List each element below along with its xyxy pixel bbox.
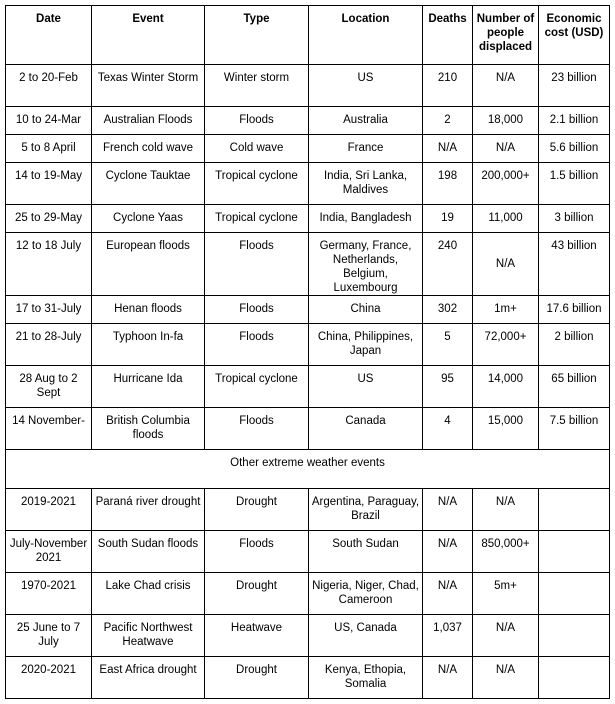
table-row <box>6 296 610 324</box>
cell-economic-cost: 43 billion <box>539 233 610 296</box>
table-row <box>6 163 610 205</box>
cell-location: Canada <box>309 408 423 450</box>
cell-location: India, Sri Lanka, Maldives <box>309 163 423 205</box>
cell-date: 25 June to 7 July <box>6 615 92 657</box>
cell-deaths: N/A <box>423 573 473 615</box>
header-location: Location <box>309 6 423 65</box>
table-row <box>6 657 610 699</box>
cell-date: 12 to 18 July <box>6 233 92 296</box>
cell-economic-cost: 65 billion <box>539 366 610 408</box>
cell-date: 25 to 29-May <box>6 205 92 233</box>
cell-location: India, Bangladesh <box>309 205 423 233</box>
table-row <box>6 573 610 615</box>
cell-type: Floods <box>205 324 309 366</box>
cell-date: 1970-2021 <box>6 573 92 615</box>
cell-deaths: N/A <box>423 135 473 163</box>
cell-displaced: 200,000+ <box>473 163 539 205</box>
table-row <box>6 408 610 450</box>
cell-economic-cost: 23 billion <box>539 65 610 107</box>
cell-economic-cost: 3 billion <box>539 205 610 233</box>
section-row <box>6 450 610 489</box>
cell-event: Pacific Northwest Heatwave <box>92 615 205 657</box>
cell-economic-cost: 2.1 billion <box>539 107 610 135</box>
cell-type: Drought <box>205 573 309 615</box>
table-row <box>6 205 610 233</box>
cell-location: South Sudan <box>309 531 423 573</box>
table-row <box>6 324 610 366</box>
cell-type: Floods <box>205 233 309 296</box>
cell-date: July-November 2021 <box>6 531 92 573</box>
header-date: Date <box>6 6 92 65</box>
cell-type: Cold wave <box>205 135 309 163</box>
cell-deaths: 19 <box>423 205 473 233</box>
cell-economic-cost: 2 billion <box>539 324 610 366</box>
table-row <box>6 233 610 296</box>
cell-deaths: 95 <box>423 366 473 408</box>
cell-location: China <box>309 296 423 324</box>
cell-deaths: 1,037 <box>423 615 473 657</box>
cell-deaths: 5 <box>423 324 473 366</box>
cell-event: British Columbia floods <box>92 408 205 450</box>
cell-displaced: 72,000+ <box>473 324 539 366</box>
cell-deaths: N/A <box>423 657 473 699</box>
cell-event: Hurricane Ida <box>92 366 205 408</box>
cell-date: 2 to 20-Feb <box>6 65 92 107</box>
cell-type: Drought <box>205 489 309 531</box>
cell-date: 2019-2021 <box>6 489 92 531</box>
cell-deaths: 302 <box>423 296 473 324</box>
cell-displaced: 1m+ <box>473 296 539 324</box>
cell-location: Australia <box>309 107 423 135</box>
cell-displaced: N/A <box>473 489 539 531</box>
cell-deaths: 2 <box>423 107 473 135</box>
cell-economic-cost: 7.5 billion <box>539 408 610 450</box>
cell-date: 5 to 8 April <box>6 135 92 163</box>
cell-displaced: N/A <box>473 615 539 657</box>
cell-location: China, Philippines, Japan <box>309 324 423 366</box>
cell-location: Argentina, Paraguay, Brazil <box>309 489 423 531</box>
cell-type: Floods <box>205 408 309 450</box>
cell-event: Henan floods <box>92 296 205 324</box>
cell-displaced: N/A <box>473 135 539 163</box>
header-displaced: Number of people displaced <box>473 6 539 65</box>
cell-economic-cost: 5.6 billion <box>539 135 610 163</box>
cell-location: US <box>309 65 423 107</box>
cell-date: 14 November- <box>6 408 92 450</box>
cell-date: 10 to 24-Mar <box>6 107 92 135</box>
table-row <box>6 489 610 531</box>
cell-location: Germany, France, Netherlands, Belgium, Luxembourg <box>309 233 423 296</box>
extreme-weather-table <box>5 5 610 699</box>
cell-economic-cost <box>539 657 610 699</box>
cell-displaced: 11,000 <box>473 205 539 233</box>
cell-event: Cyclone Tauktae <box>92 163 205 205</box>
table-row <box>6 107 610 135</box>
cell-type: Tropical cyclone <box>205 205 309 233</box>
header-type: Type <box>205 6 309 65</box>
header-row <box>6 6 610 65</box>
table-row <box>6 615 610 657</box>
cell-event: South Sudan floods <box>92 531 205 573</box>
cell-location: US <box>309 366 423 408</box>
table-row <box>6 366 610 408</box>
cell-location: Nigeria, Niger, Chad, Cameroon <box>309 573 423 615</box>
cell-deaths: 198 <box>423 163 473 205</box>
cell-event: French cold wave <box>92 135 205 163</box>
cell-type: Tropical cyclone <box>205 366 309 408</box>
cell-deaths: 240 <box>423 233 473 296</box>
cell-location: France <box>309 135 423 163</box>
cell-deaths: 210 <box>423 65 473 107</box>
cell-location: Kenya, Ethopia, Somalia <box>309 657 423 699</box>
cell-economic-cost: 17.6 billion <box>539 296 610 324</box>
cell-date: 2020-2021 <box>6 657 92 699</box>
cell-economic-cost <box>539 615 610 657</box>
cell-deaths: 4 <box>423 408 473 450</box>
header-event: Event <box>92 6 205 65</box>
cell-displaced: N/A <box>473 233 539 296</box>
cell-event: East Africa drought <box>92 657 205 699</box>
cell-displaced: 850,000+ <box>473 531 539 573</box>
cell-location: US, Canada <box>309 615 423 657</box>
cell-economic-cost: 1.5 billion <box>539 163 610 205</box>
section-heading: Other extreme weather events <box>6 450 610 489</box>
header-deaths: Deaths <box>423 6 473 65</box>
cell-event: Cyclone Yaas <box>92 205 205 233</box>
cell-event: Texas Winter Storm <box>92 65 205 107</box>
cell-type: Floods <box>205 296 309 324</box>
cell-displaced: 14,000 <box>473 366 539 408</box>
table-row <box>6 531 610 573</box>
cell-date: 14 to 19-May <box>6 163 92 205</box>
cell-type: Winter storm <box>205 65 309 107</box>
cell-type: Tropical cyclone <box>205 163 309 205</box>
cell-event: European floods <box>92 233 205 296</box>
cell-economic-cost <box>539 573 610 615</box>
cell-displaced: N/A <box>473 657 539 699</box>
table-row <box>6 135 610 163</box>
cell-type: Drought <box>205 657 309 699</box>
cell-type: Heatwave <box>205 615 309 657</box>
cell-type: Floods <box>205 107 309 135</box>
cell-displaced: 18,000 <box>473 107 539 135</box>
cell-date: 17 to 31-July <box>6 296 92 324</box>
cell-deaths: N/A <box>423 489 473 531</box>
cell-economic-cost <box>539 531 610 573</box>
cell-displaced: 15,000 <box>473 408 539 450</box>
cell-event: Australian Floods <box>92 107 205 135</box>
cell-event: Lake Chad crisis <box>92 573 205 615</box>
table-row <box>6 65 610 107</box>
cell-displaced: N/A <box>473 65 539 107</box>
cell-date: 21 to 28-July <box>6 324 92 366</box>
cell-date: 28 Aug to 2 Sept <box>6 366 92 408</box>
cell-displaced: 5m+ <box>473 573 539 615</box>
cell-deaths: N/A <box>423 531 473 573</box>
header-economic-cost: Economic cost (USD) <box>539 6 610 65</box>
cell-event: Paraná river drought <box>92 489 205 531</box>
cell-type: Floods <box>205 531 309 573</box>
cell-event: Typhoon In-fa <box>92 324 205 366</box>
cell-economic-cost <box>539 489 610 531</box>
